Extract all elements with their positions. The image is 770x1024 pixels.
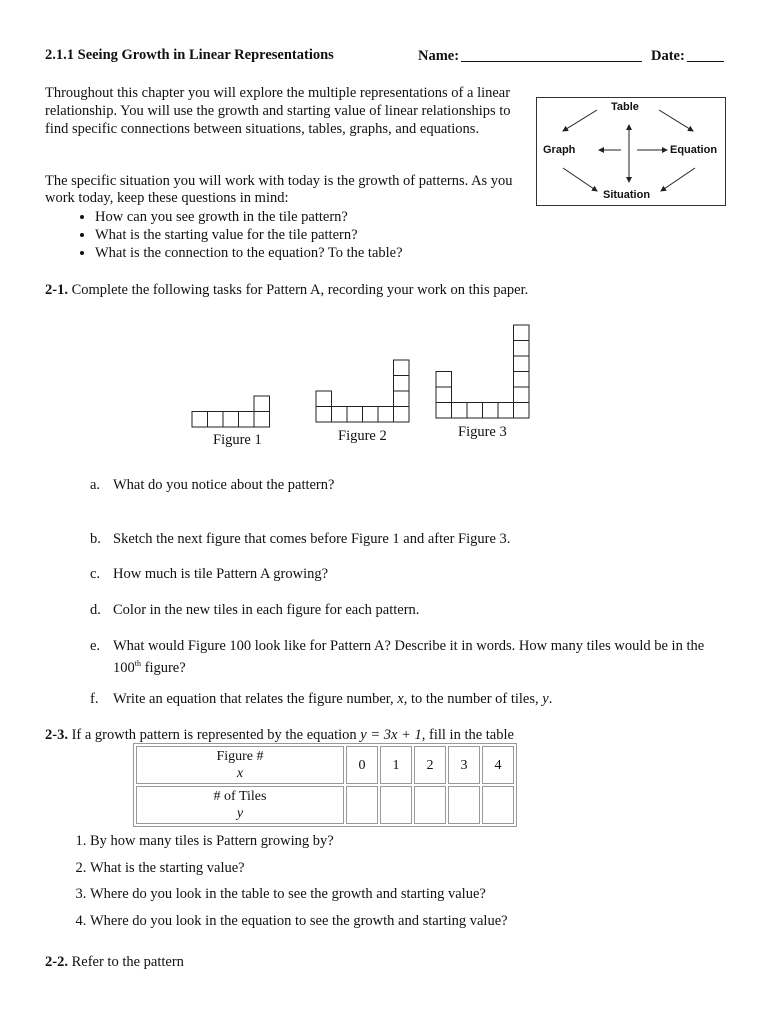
problem-2-1-prompt: [45, 282, 528, 299]
date-label: Date:: [651, 48, 685, 64]
y-answer-cell[interactable]: [448, 786, 480, 824]
task-e: e. What would Figure 100 look like for Pattern A? Describe it in words. How many tiles would be in the 100th figure?: [90, 638, 705, 676]
problem-2-2-prompt: 2-2. Refer to the pattern: [45, 954, 184, 970]
y-answer-cell[interactable]: [482, 786, 514, 824]
base-tile: [452, 403, 468, 419]
base-tile: [192, 412, 208, 428]
followup-question: 2. What is the starting value?: [90, 855, 508, 882]
figure-3-label: Figure 3: [458, 424, 507, 440]
problem-number: 2-3.: [45, 727, 68, 743]
representations-diagram: [536, 97, 726, 206]
followup-question: 4. Where do you look in the equation to see the growth and starting value?: [90, 908, 508, 935]
intro-paragraph: Throughout this chapter you will explore the multiple representations of a linear relationship. You will use the growth and starting value of linear relationships to find specific connections between situations, tables, graphs, and equations.: [45, 85, 511, 137]
situation-paragraph: The specific situation you will work with today is the growth of patterns. As you work today, keep these questions in mind:: [45, 173, 513, 206]
task-b: b. Sketch the next figure that comes before Figure 1 and after Figure 3.: [90, 531, 511, 547]
column-tile: [394, 376, 410, 392]
column-tile: [394, 360, 410, 376]
left-stack-tile: [316, 391, 332, 407]
base-tile: [436, 403, 452, 419]
figure-1-label: Figure 1: [213, 432, 262, 448]
page-title: 2.1.1 Seeing Growth in Linear Representations: [45, 47, 334, 63]
task-a: a. What do you notice about the pattern?: [90, 477, 335, 493]
date-field[interactable]: [651, 47, 724, 65]
arrow-equation-situation: [661, 168, 695, 191]
diagram-label-graph: Graph: [543, 144, 576, 156]
base-tile: [332, 407, 348, 423]
task-c: c. How much is tile Pattern A growing?: [90, 566, 329, 582]
table-row: [136, 786, 514, 824]
base-tile: [514, 403, 530, 419]
problem-number: 2-2.: [45, 954, 68, 970]
x-value-cell: 1: [380, 746, 412, 784]
base-tile: [467, 403, 483, 419]
column-tile: [254, 396, 270, 412]
x-value-cell: 0: [346, 746, 378, 784]
base-tile: [223, 412, 239, 428]
column-tile: [514, 341, 530, 357]
task-f: f.Write an equation that relates the figure number, x, to the number of tiles, y.: [90, 691, 553, 707]
arrow-graph-situation: [563, 168, 597, 191]
followup-questions: [45, 828, 508, 934]
column-tile: [514, 356, 530, 372]
column-tile: [514, 372, 530, 388]
base-tile: [208, 412, 224, 428]
y-answer-cell[interactable]: [414, 786, 446, 824]
date-blank-line[interactable]: [687, 47, 724, 62]
figure-2-label: Figure 2: [338, 428, 387, 444]
followup-question: 1. By how many tiles is Pattern growing by?: [90, 828, 508, 855]
problem-text: Complete the following tasks for Pattern A, recording your work on this paper.: [71, 282, 529, 298]
column-tile: [394, 391, 410, 407]
base-tile: [363, 407, 379, 423]
name-field[interactable]: [418, 47, 642, 65]
x-value-cell: 4: [482, 746, 514, 784]
name-blank-line[interactable]: [461, 47, 642, 62]
y-answer-cell[interactable]: [346, 786, 378, 824]
left-stack-tile: [436, 387, 452, 403]
growth-table: [133, 743, 517, 827]
problem-2-3-prompt: 2-3. If a growth pattern is represented by the equation y = 3x + 1, fill in the table: [45, 727, 514, 743]
base-tile: [239, 412, 255, 428]
diagram-label-situation: Situation: [603, 189, 651, 201]
diagram-label-equation: Equation: [670, 144, 718, 156]
name-label: Name:: [418, 48, 460, 64]
task-d: d. Color in the new tiles in each figure for each pattern.: [90, 602, 420, 618]
guiding-question: • How can you see growth in the tile pattern?: [95, 208, 403, 226]
base-tile: [378, 407, 394, 423]
guiding-questions: [45, 208, 403, 262]
arrow-table-graph: [563, 110, 597, 131]
base-tile: [394, 407, 410, 423]
left-stack-tile: [436, 372, 452, 388]
followup-question: 3. Where do you look in the table to see the growth and starting value?: [90, 881, 508, 908]
y-answer-cell[interactable]: [380, 786, 412, 824]
figure-number-header: Figure # x: [136, 746, 344, 784]
arrow-table-equation: [659, 110, 693, 131]
pattern-a-figures: [180, 315, 550, 460]
column-tile: [514, 325, 530, 341]
base-tile: [254, 412, 270, 428]
base-tile: [316, 407, 332, 423]
tiles-header: # of Tiles y: [136, 786, 344, 824]
base-tile: [347, 407, 363, 423]
guiding-question: • What is the connection to the equation? To the table?: [95, 244, 403, 262]
problem-number: 2-1.: [45, 282, 68, 298]
column-tile: [514, 387, 530, 403]
guiding-question: • What is the starting value for the tile pattern?: [95, 226, 403, 244]
x-value-cell: 3: [448, 746, 480, 784]
equation: y = 3x + 1: [360, 727, 422, 743]
base-tile: [483, 403, 499, 419]
x-value-cell: 2: [414, 746, 446, 784]
base-tile: [498, 403, 514, 419]
diagram-label-table: Table: [611, 101, 639, 113]
table-row: [136, 746, 514, 784]
